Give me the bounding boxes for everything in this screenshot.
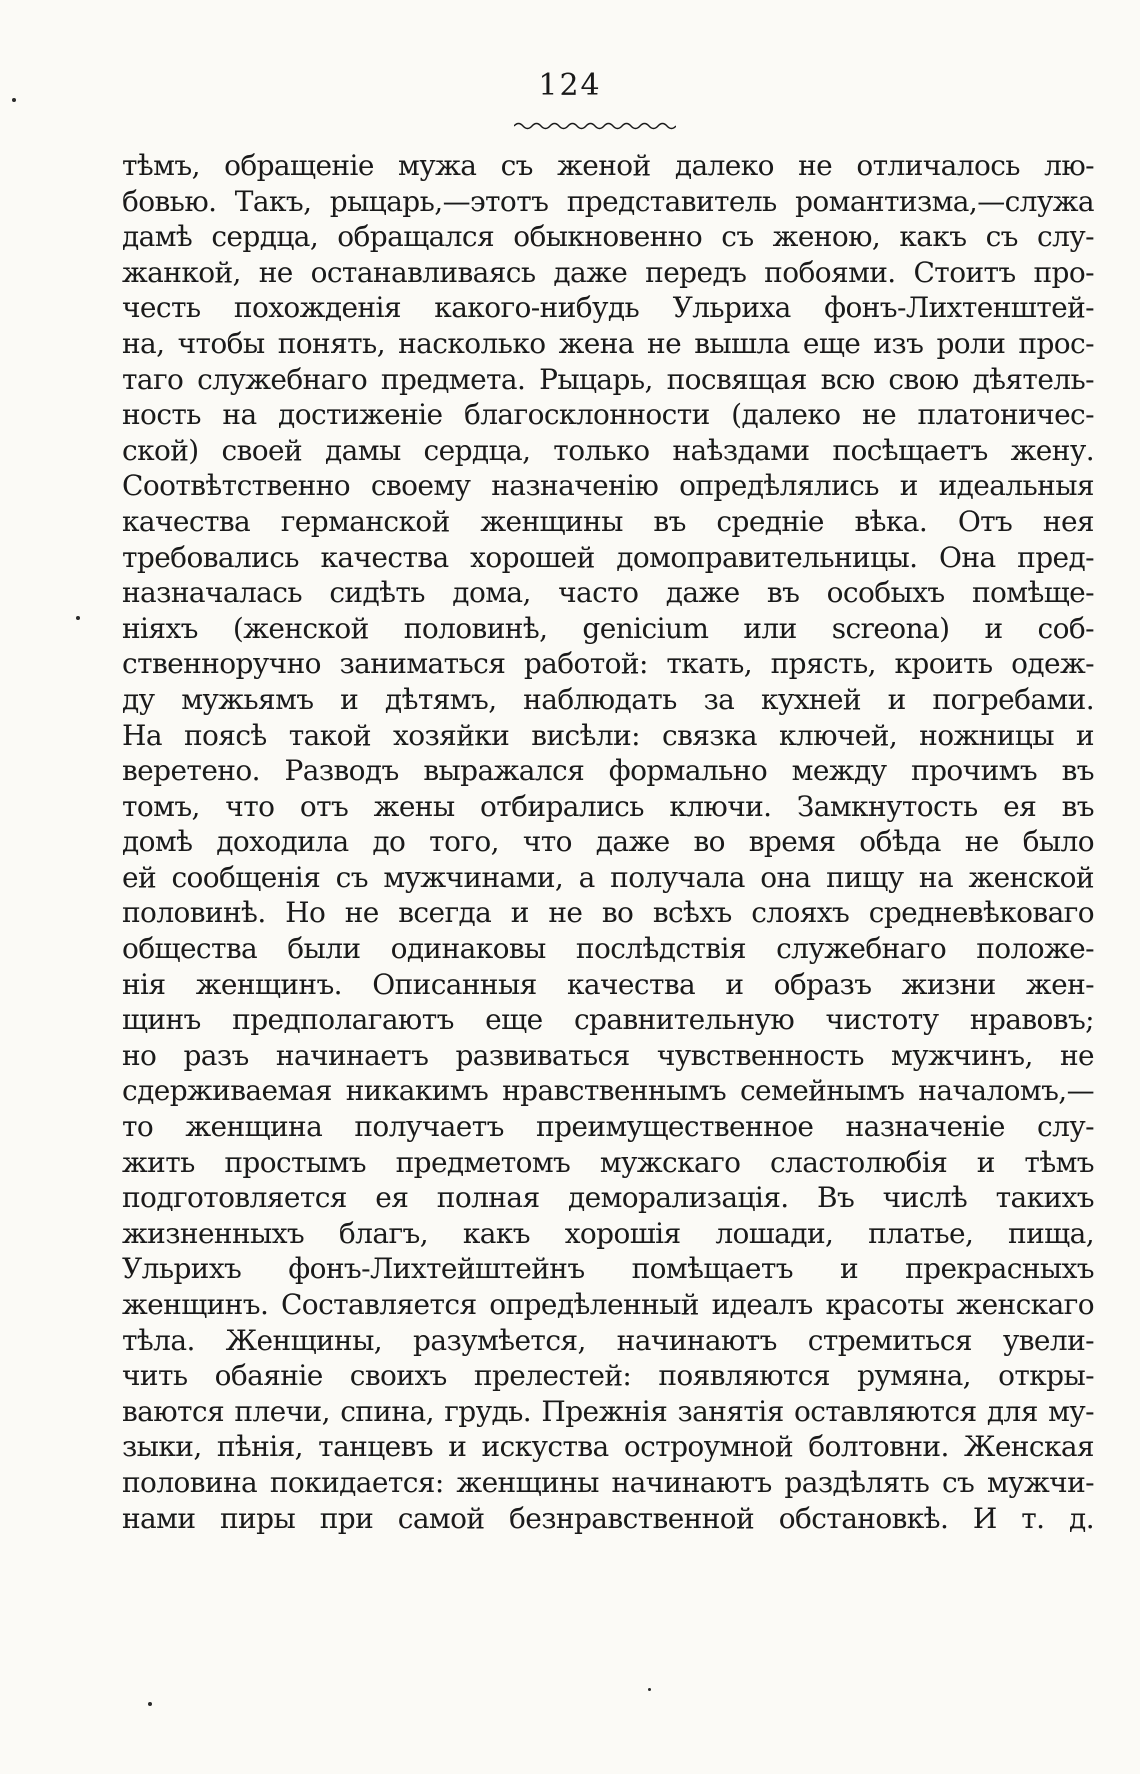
- scan-speck: [12, 98, 16, 102]
- text-line: ваются плечи, спина, грудь. Прежнія занятія оставляются для му-: [122, 1394, 1094, 1428]
- text-line: на, чтобы понять, насколько жена не вышла еще изъ роли прос-: [122, 326, 1094, 360]
- scan-speck: [76, 616, 80, 620]
- text-line: нія женщинъ. Описанныя качества и образъ жизни жен-: [122, 967, 1094, 1001]
- text-line: женщинъ. Составляется опредѣленный идеалъ красоты женскаго: [122, 1288, 1094, 1321]
- text-line: качества германской женщины въ средніе вѣка. Отъ нея: [122, 504, 1094, 538]
- text-line: Соотвѣтственно своему назначенію опредѣлялись и идеальныя: [122, 469, 1094, 503]
- text-line: сдерживаемая никакимъ нравственнымъ семейнымъ началомъ,—: [122, 1074, 1094, 1108]
- text-line: томъ, что отъ жены отбирались ключи. Замкнутость ея въ: [122, 789, 1094, 823]
- scan-speck: [148, 1702, 152, 1706]
- text-line: ей сообщенія съ мужчинами, а получала она пищу на женской: [122, 860, 1094, 894]
- text-line: чить обаяніе своихъ прелестей: появляются румяна, откры-: [122, 1359, 1094, 1393]
- text-line: бовью. Такъ, рыцарь,—этотъ представитель романтизма,—служа: [122, 184, 1094, 218]
- text-line: Ульрихъ фонъ-Лихтейштейнъ помѣщаетъ и прекрасныхъ: [122, 1252, 1094, 1286]
- text-line: На поясѣ такой хозяйки висѣли: связка ключей, ножницы и: [122, 718, 1094, 752]
- text-line: то женщина получаетъ преимущественное назначеніе слу-: [122, 1110, 1094, 1144]
- text-line: тѣла. Женщины, разумѣется, начинаютъ стремиться увели-: [122, 1323, 1094, 1357]
- scan-speck: [648, 1688, 651, 1691]
- text-line: ность на достиженіе благосклонности (далеко не платоничес-: [122, 398, 1094, 432]
- text-line: веретено. Разводъ выражался формально между прочимъ въ: [122, 754, 1094, 788]
- text-line: общества были одинаковы послѣдствія служебнаго положе-: [122, 932, 1094, 966]
- text-line: подготовляется ея полная деморализація. Въ числѣ такихъ: [122, 1181, 1094, 1215]
- text-line: зыки, пѣнія, танцевъ и искуства остроумной болтовни. Женская: [122, 1430, 1094, 1464]
- text-line: жить простымъ предметомъ мужскаго сластолюбія и тѣмъ: [122, 1145, 1094, 1179]
- text-line: ской) своей дамы сердца, только наѣздами посѣщаетъ жену.: [122, 433, 1094, 467]
- text-line: домѣ доходила до того, что даже во время обѣда не было: [122, 825, 1094, 859]
- text-line: половина покидается: женщины начинаютъ раздѣлять съ мужчи-: [122, 1465, 1094, 1499]
- text-line: ду мужьямъ и дѣтямъ, наблюдать за кухней и погребами.: [122, 682, 1094, 716]
- wavy-rule-ornament: [514, 120, 676, 132]
- page-number: 124: [538, 68, 602, 103]
- text-line: ніяхъ (женской половинѣ, genicium или screona) и соб-: [122, 611, 1094, 645]
- text-line: жанкой, не останавливаясь даже передъ побоями. Стоитъ про-: [122, 255, 1094, 289]
- body-text: [122, 148, 1094, 1536]
- text-line: назначалась сидѣть дома, часто даже въ особыхъ помѣще-: [122, 576, 1094, 610]
- text-line: но разъ начинаетъ развиваться чувственность мужчинъ, не: [122, 1038, 1094, 1072]
- text-line: жизненныхъ благъ, какъ хорошія лошади, платье, пища,: [122, 1216, 1094, 1250]
- text-line: щинъ предполагаютъ еще сравнительную чистоту нравовъ;: [122, 1003, 1094, 1037]
- text-line: половинѣ. Но не всегда и не во всѣхъ слояхъ средневѣковаго: [122, 896, 1094, 930]
- text-line: требовались качества хорошей домоправительницы. Она пред-: [122, 540, 1094, 574]
- text-line: нами пиры при самой безнравственной обстановкѣ. И т. д.: [122, 1501, 1094, 1535]
- text-line: дамѣ сердца, обращался обыкновенно съ женою, какъ съ слу-: [122, 220, 1094, 254]
- text-line: тѣмъ, обращеніе мужа съ женой далеко не отличалось лю-: [122, 149, 1094, 182]
- text-line: ственноручно заниматься работой: ткать, прясть, кроить одеж-: [122, 647, 1094, 681]
- text-line: таго служебнаго предмета. Рыцарь, посвящая всю свою дѣятель-: [122, 362, 1094, 396]
- text-line: честь похожденія какого-нибудь Ульриха фонъ-Лихтенштей-: [122, 291, 1094, 325]
